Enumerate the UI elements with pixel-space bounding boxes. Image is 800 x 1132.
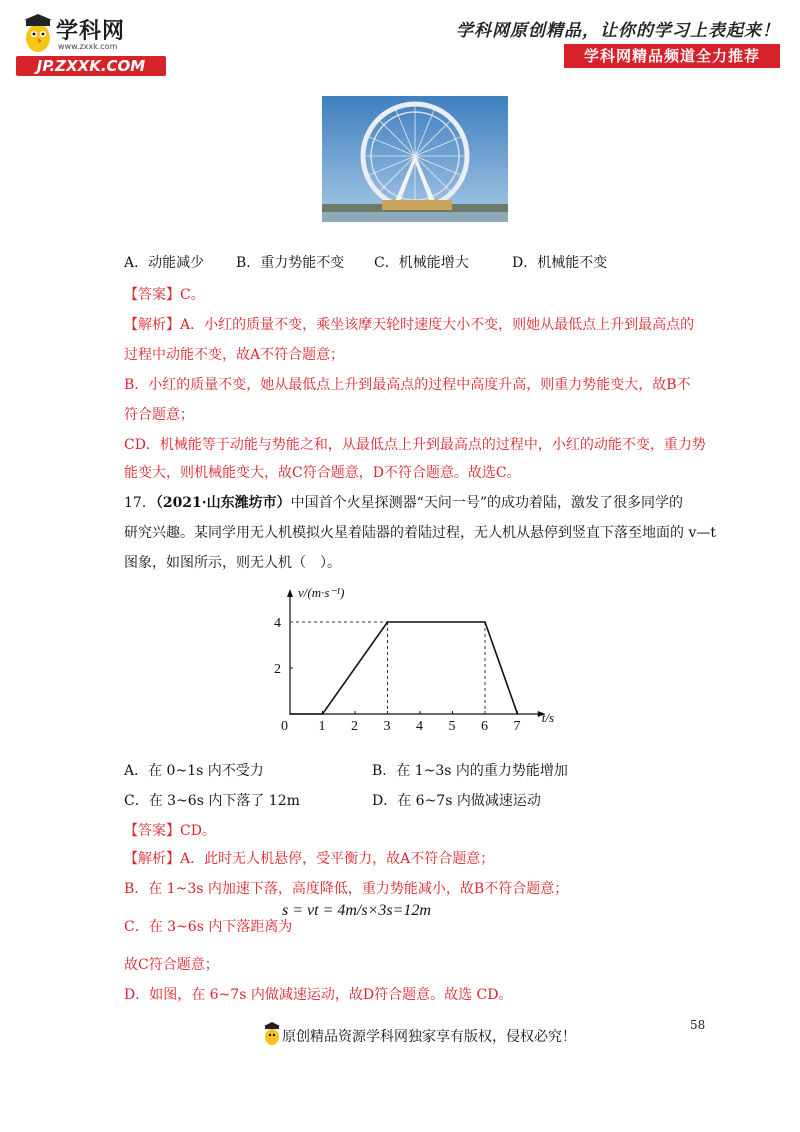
data-point xyxy=(484,621,486,623)
y-tick-label: 4 xyxy=(274,616,281,631)
q17-source: （2021·山东潍坊市） xyxy=(155,495,291,511)
q16-analysis-line: 符合题意； xyxy=(124,407,194,423)
y-axis-label: v/(m·s⁻¹) xyxy=(298,586,345,600)
q17-number: 17． xyxy=(124,495,156,511)
x-tick-label: 3 xyxy=(383,719,391,734)
y-tick-label: 2 xyxy=(274,662,281,677)
y-axis-arrow xyxy=(287,589,293,597)
data-point xyxy=(289,713,291,715)
ferris-wheel-photo xyxy=(322,96,508,222)
q17-option-b: B．在 1~3s 内的重力势能增加 xyxy=(372,763,568,779)
q17-analysis-d: D．如图，在 6~7s 内做减速运动，故D符合题意。故选 CD。 xyxy=(124,987,513,1003)
data-point xyxy=(517,713,519,715)
header-banner[interactable]: 学科网精品频道全力推荐 xyxy=(564,44,780,68)
q16-option-d: D．机械能不变 xyxy=(512,255,608,271)
x-tick-label: 7 xyxy=(513,719,521,734)
q16-analysis-line: 能变大，则机械能变大，故C符合题意，D不符合题意。故选C。 xyxy=(124,465,521,481)
q16-analysis-line: B．小红的质量不变，她从最低点上升到最高点的过程中高度升高，则重力势能变大，故B不 xyxy=(124,377,691,393)
q17-option-d: D．在 6~7s 内做减速运动 xyxy=(372,793,541,809)
q16-analysis-line: 过程中动能不变，故A不符合题意； xyxy=(124,347,345,363)
q17-formula: s = vt = 4m/s×3s=12m xyxy=(282,902,431,919)
data-point xyxy=(322,713,324,715)
q17-option-c: C．在 3~6s 内下落了 12m xyxy=(124,793,300,809)
q16-option-c: C．机械能增大 xyxy=(374,255,469,271)
logo-subtitle: www.zxxk.com xyxy=(58,42,118,51)
logo-url[interactable]: JP.ZXXK.COM xyxy=(16,56,166,76)
q17-analysis-c: C．在 3~6s 内下落距离为 xyxy=(124,919,293,935)
q17-option-a: A．在 0~1s 内不受力 xyxy=(124,763,264,779)
mascot-icon xyxy=(20,14,58,54)
x-tick-label: 4 xyxy=(416,719,423,734)
page-number: 58 xyxy=(690,1018,706,1032)
q17-first-line xyxy=(124,492,683,514)
q17-analysis-b: B．在 1~3s 内加速下落，高度降低，重力势能减小，故B不符合题意； xyxy=(124,881,569,897)
q16-option-a: A．动能减少 xyxy=(124,255,205,271)
q16-analysis-line: CD．机械能等于动能与势能之和，从最低点上升到最高点的过程中，小红的动能不变，重力势 xyxy=(124,437,706,453)
q17-answer: 【答案】CD。 xyxy=(124,823,216,839)
header-slogan: 学科网原创精品，让你的学习上表起来！ xyxy=(456,21,780,41)
mascot-icon xyxy=(262,1022,282,1046)
copyright-notice: 原创精品资源学科网独家享有版权，侵权必究！ xyxy=(282,1029,576,1045)
x-axis-label: t/s xyxy=(541,710,555,725)
q17-stem-line: 图象，如图所示，则无人机（ ）。 xyxy=(124,555,341,571)
q17-stem-line: 中国首个火星探测器“天问一号”的成功着陆，激发了很多同学的 xyxy=(290,495,683,511)
q16-analysis-line: 【解析】A．小红的质量不变，乘坐该摩天轮时速度大小不变，则她从最低点上升到最高点的 xyxy=(124,317,695,333)
q17-analysis-a: 【解析】A．此时无人机悬停，受平衡力，故A不符合题意； xyxy=(124,851,495,867)
x-tick-label: 0 xyxy=(281,719,288,734)
x-tick-label: 1 xyxy=(318,719,326,734)
q17-analysis-c-end: 故C符合题意； xyxy=(124,957,219,973)
velocity-time-chart xyxy=(262,586,572,736)
data-point xyxy=(387,621,389,623)
site-logo[interactable] xyxy=(12,12,162,74)
logo-name: 学科网 xyxy=(56,19,126,44)
q16-answer: 【答案】C。 xyxy=(124,287,205,303)
velocity-series-line xyxy=(290,622,518,714)
x-tick-label: 2 xyxy=(351,719,358,734)
x-tick-label: 5 xyxy=(448,719,456,734)
q17-stem-line: 研究兴趣。某同学用无人机模拟火星着陆器的着陆过程，无人机从悬停到竖直下落至地面的 v—t xyxy=(124,525,716,541)
q16-option-b: B．重力势能不变 xyxy=(236,255,345,271)
x-tick-label: 6 xyxy=(481,719,488,734)
